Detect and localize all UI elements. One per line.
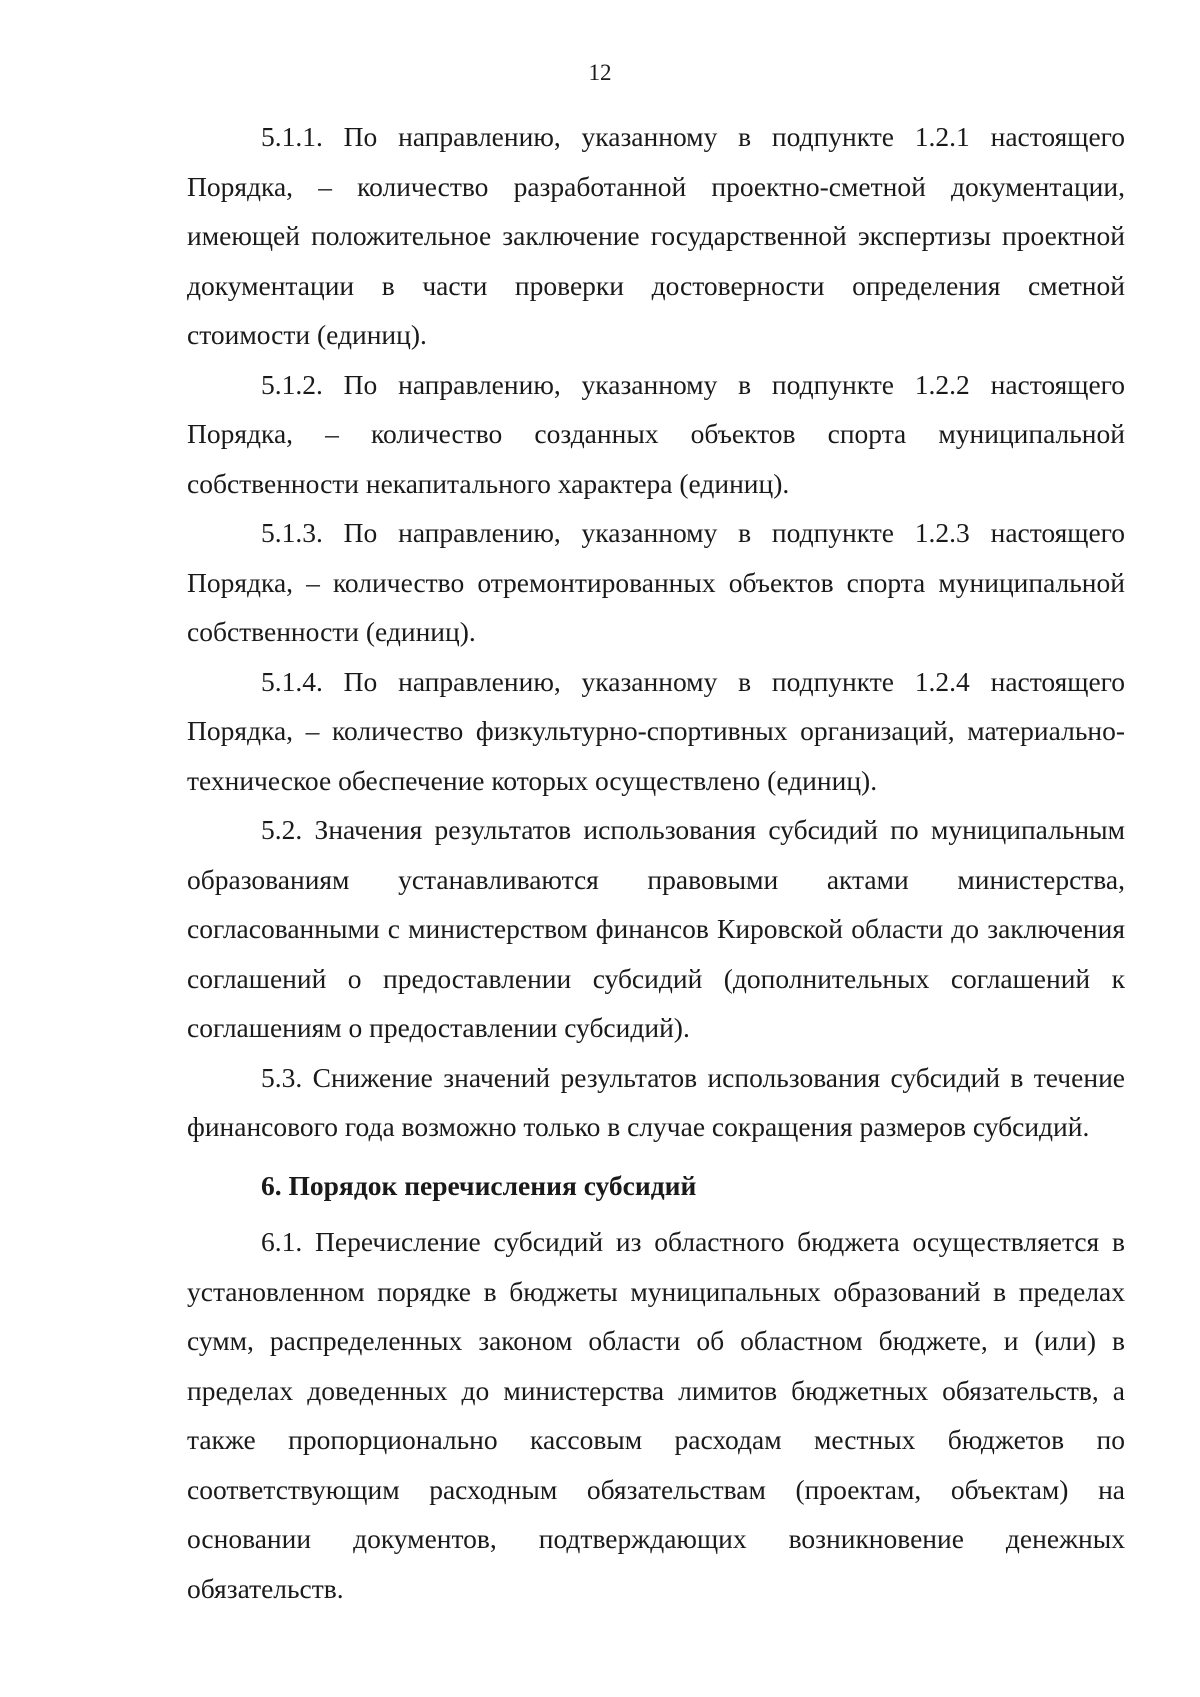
paragraph-5-1-1: 5.1.1. По направлению, указанному в подпункте 1.2.1 настоящего Порядка, – количество разработанной проектно-сметной документации, имеющей положительное заключение государственной экспертизы проектной документации в части проверки достоверности определения сметной стоимости (единиц).: [187, 121, 1125, 350]
paragraph-5-3: 5.3. Снижение значений результатов использования субсидий в течение финансового года возможно только в случае сокращения размеров субсидий.: [187, 1061, 1125, 1142]
paragraph-6-1: 6.1. Перечисление субсидий из областного бюджета осуществляется в установленном порядке в бюджеты муниципальных образований в пределах сумм, распределенных законом области об областном бюджете, и (или) в пределах доведенных до министерства лимитов бюджетных обязательств, а также пропорционально кассовым расходам местных бюджетов по соответствующим расходным обязательствам (проектам, объектам) на основании документов, подтверждающих возникновение денежных обязательств.: [187, 1226, 1125, 1604]
paragraph-5-1-2: 5.1.2. По направлению, указанному в подпункте 1.2.2 настоящего Порядка, – количество созданных объектов спорта муниципальной собственности некапитального характера (единиц).: [187, 368, 1125, 499]
paragraph-5-1-3: 5.1.3. По направлению, указанному в подпункте 1.2.3 настоящего Порядка, – количество отремонтированных объектов спорта муниципальной собственности (единиц).: [187, 517, 1125, 647]
paragraph-5-2: 5.2. Значения результатов использования субсидий по муниципальным образованиям устанавливаются правовыми актами министерства, согласованными с министерством финансов Кировской области до заключения соглашений о предоставлении субсидий (дополнительных соглашений к соглашениям о предоставлении субсидий).: [187, 814, 1125, 1043]
section-heading-6: 6. Порядок перечисления субсидий: [261, 1169, 697, 1201]
paragraph-5-1-4: 5.1.4. По направлению, указанному в подпункте 1.2.4 настоящего Порядка, – количество физкультурно-спортивных организаций, материально-техническое обеспечение которых осуществлено (единиц).: [187, 665, 1125, 796]
page-number: 12: [588, 60, 612, 85]
document-body: [187, 112, 1125, 1613]
